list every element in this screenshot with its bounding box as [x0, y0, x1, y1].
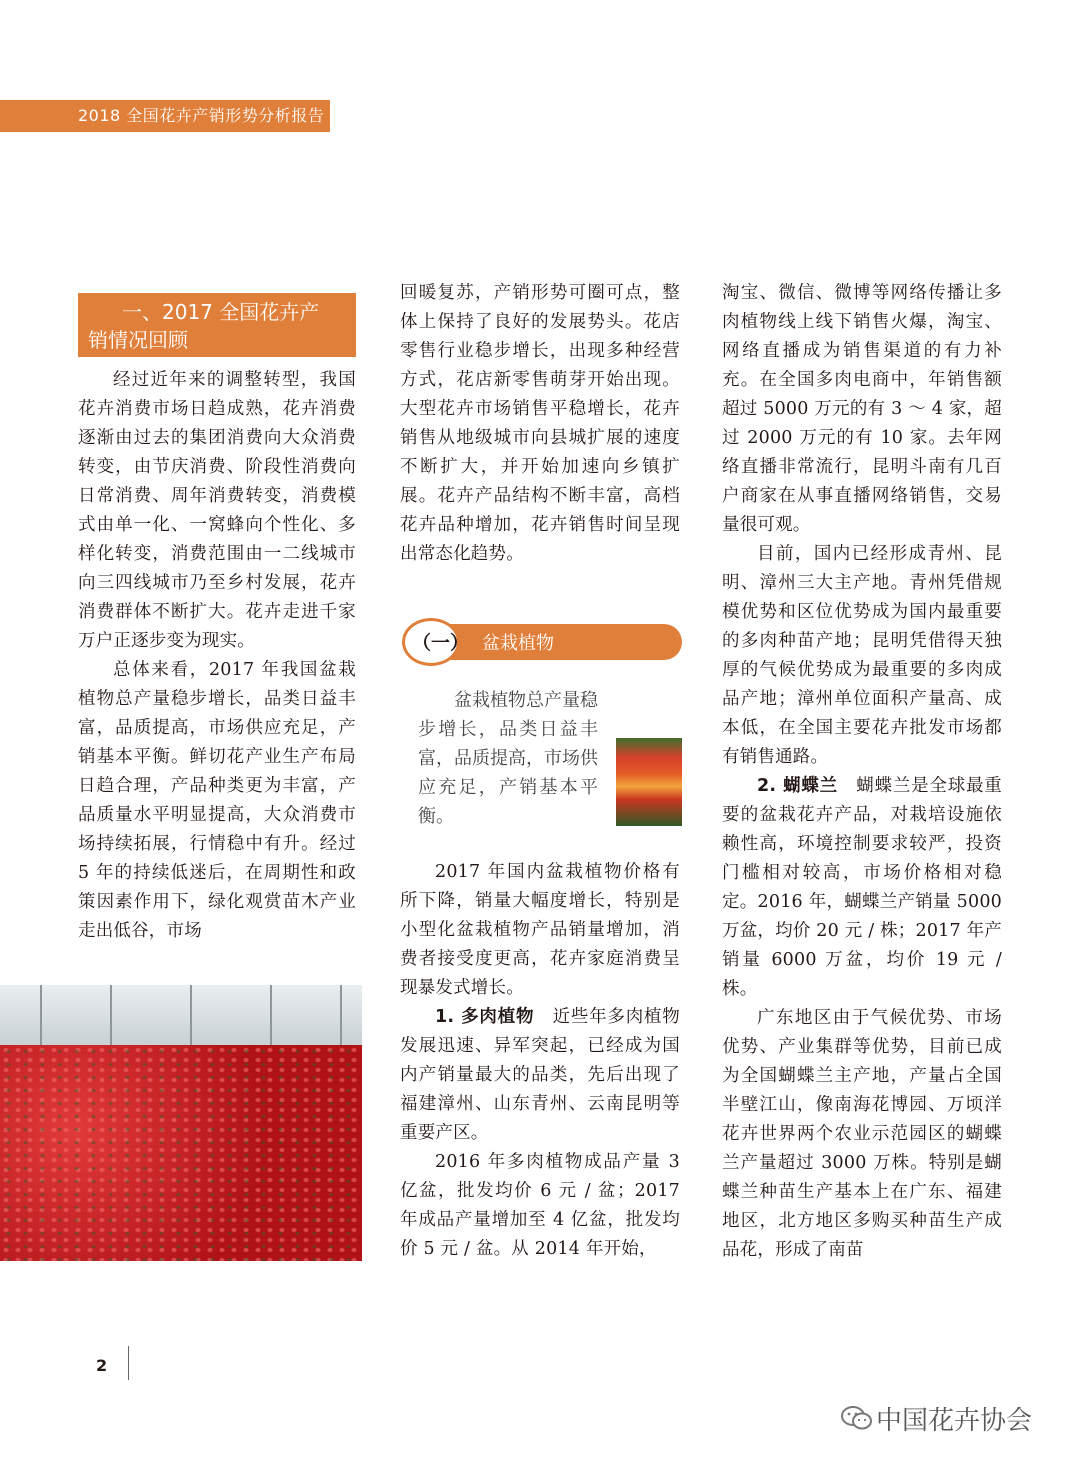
paragraph: 广东地区由于气候优势、市场优势、产业集群等优势，目前已成为全国蝴蝶兰主产地，产量占全国半壁江山，像南海花博园、万顷洋花卉世界两个农业示范园区的蝴蝶兰产量超过 3000 万株。特别是蝴蝶兰种苗生产基本上在广东、福建地区，北方地区多购买种苗生产成品花，形成了南苗: [722, 1008, 1002, 1260]
watermark: [836, 1400, 1032, 1437]
column-right: [722, 279, 1002, 1265]
paragraph: 回暖复苏，产销形势可圈可点，整体上保持了良好的发展势头。花店零售行业稳步增长，出现多种经营方式，花店新零售萌芽开始出现。大型花卉市场销售平稳增长，花卉销售从地级城市向县城扩展的速度不断扩大，并开始加速向乡镇扩展。花卉产品结构不断丰富，高档花卉品种增加，花卉销售时间呈现出常态化趋势。: [400, 283, 680, 564]
subsection-heading: [402, 624, 682, 660]
paragraph: 经过近年来的调整转型，我国花卉消费市场日趋成熟，花卉消费逐渐由过去的集团消费向大众消费转变，由节庆消费、阶段性消费向日常消费、周年消费转变，消费模式由单一化、一窝蜂向个性化、多样化转变，消费范围由一二线城市向三四线城市乃至乡村发展，花卉消费群体不断扩大。花卉走进千家万户正逐步变为现实。: [78, 370, 356, 651]
section-heading-line1: 一、2017 全国花卉产: [122, 300, 320, 324]
greenhouse-photo: [0, 985, 362, 1261]
paragraph: 2016 年多肉植物成品产量 3 亿盆，批发均价 6 元 / 盆；2017 年成品产量增加至 4 亿盆，批发均价 5 元 / 盆。从 2014 年开始，: [400, 1152, 680, 1259]
paragraph-label: 2. 蝴蝶兰: [757, 776, 838, 796]
flower-photo: [616, 738, 682, 826]
subsection-bar: [442, 624, 682, 660]
column-middle-bottom: [400, 858, 680, 1264]
page-number-divider: [128, 1346, 129, 1380]
paragraph: 目前，国内已经形成青州、昆明、漳州三大主产地。青州凭借规模优势和区位优势成为国内最重要的多肉种苗产地；昆明凭借得天独厚的气候优势成为最重要的多肉成品产地；漳州单位面积产量高、成本低，在全国主要花卉批发市场都有销售通路。: [722, 544, 1002, 767]
paragraph-text: 近些年多肉植物发展迅速、异军突起，已经成为国内产销量最大的品类，先后出现了福建漳州、山东青州、云南昆明等重要产区。: [400, 1007, 680, 1143]
paragraph-text: 蝴蝶兰是全球最重要的盆栽花卉产品，对栽培设施依赖性高，环境控制要求较严，投资门槛相对较高，市场价格相对稳定。2016 年，蝴蝶兰产销量 5000 万盆，均价 20 元 / 株；2017 年产销量 6000 万盆，均价 19 元 / 株。: [722, 776, 1003, 999]
summary-text: 盆栽植物总产量稳步增长，品类日益丰富，品质提高，市场供应充足，产销基本平衡。: [418, 690, 598, 827]
paragraph: 淘宝、微信、微博等网络传播让多肉植物线上线下销售火爆，淘宝、网络直播成为销售渠道的有力补充。在全国多肉电商中，年销售额超过 5000 万元的有 3 ～ 4 家，超过 2000 万元的有 10 家。去年网络直播非常流行，昆明斗南有几百户商家在从事直播网络销售，交易量很可观。: [722, 283, 1002, 535]
column-left: [78, 366, 356, 946]
paragraph: 2017 年国内盆栽植物价格有所下降，销量大幅度增长，特别是小型化盆栽植物产品销量增加，消费者接受度更高，花卉家庭消费呈现暴发式增长。: [400, 862, 680, 998]
paragraph: [400, 1003, 680, 1148]
summary-box: [418, 686, 598, 831]
paragraph: [722, 772, 1002, 1004]
subsection-title: 盆栽植物: [482, 633, 554, 654]
section-heading: [78, 293, 356, 357]
paragraph: 总体来看，2017 年我国盆栽植物总产量稳步增长，品类日益丰富，品质提高，市场供应充足，产销基本平衡。鲜切花产业生产布局日趋合理，产品种类更为丰富，产品质量水平明显提高，大众消费市场持续拓展，行情稳中有升。经过 5 年的持续低迷后，在周期性和政策因素作用下，绿化观赏苗木产业走出低谷，市场: [78, 660, 356, 941]
subsection-number: （一）: [412, 632, 470, 654]
page-number: 2: [96, 1356, 108, 1375]
paragraph-label: 1. 多肉植物: [435, 1007, 535, 1027]
section-heading-line2: 销情况回顾: [88, 328, 188, 352]
column-middle-top: [400, 279, 680, 569]
watermark-text: 中国花卉协会: [876, 1406, 1033, 1436]
report-header-bar: 2018 全国花卉产销形势分析报告: [0, 100, 330, 132]
